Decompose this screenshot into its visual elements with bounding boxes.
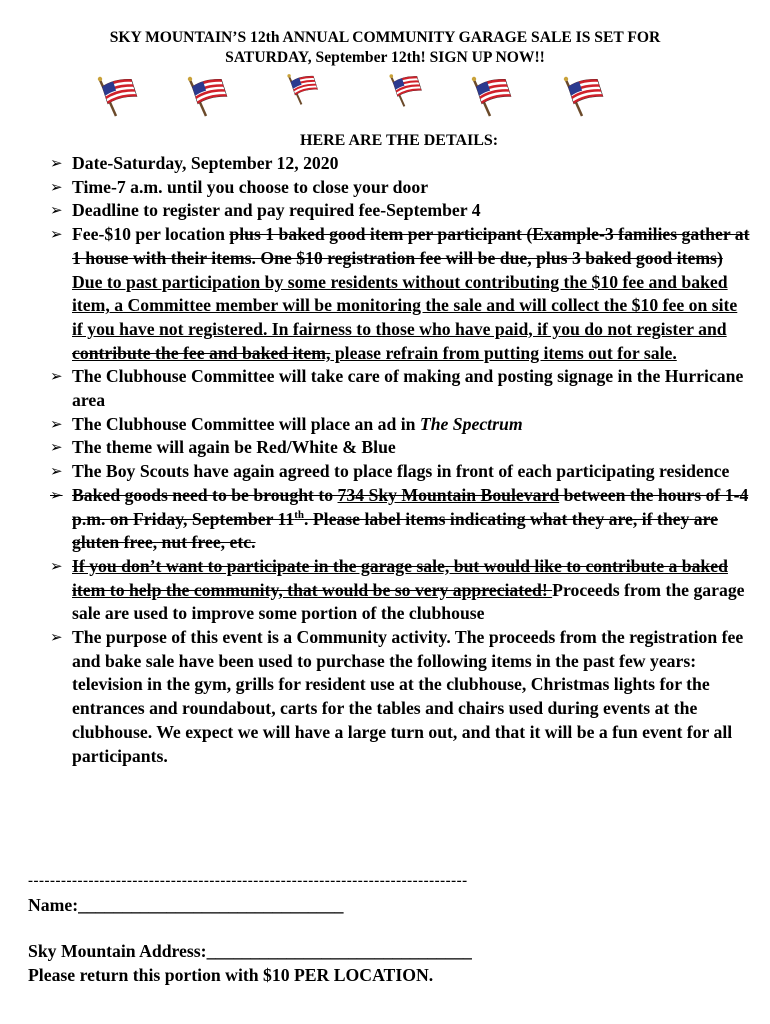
arrow-bullet-icon: ➢ [50,438,63,457]
contribute-struck-text: If you don’t want to participate in the garage sale, but would like to contribute a baked item to help the community, that would be so very appreciated! [72,555,728,600]
date-text: Date-Saturday, September 12, 2020 [72,153,339,173]
baked-sup: th [294,508,305,521]
arrow-bullet-icon: ➢ [50,201,63,220]
address-row [28,940,748,964]
fee-struck-text-1: plus 1 baked good item per participant (Example-3 families gather at 1 house with their items. One $10 registration fee will be due, plus 3 baked good items) [72,224,750,268]
address-label: Sky Mountain Address: [28,941,207,962]
baked-address: 734 Sky Mountain Boulevard [337,484,560,505]
name-row [28,894,748,918]
name-blank-line[interactable]: ______________________________ [78,894,344,915]
list-item-theme [50,436,750,460]
list-item-signage [50,365,750,412]
arrow-bullet-icon: ➢ [50,367,63,386]
flyer-header [40,28,730,68]
american-flag-icon [470,74,514,118]
arrow-bullet-icon: ➢ [50,556,63,575]
arrow-bullet-icon: ➢ [50,225,63,244]
arrow-bullet-icon: ➢ [50,462,63,481]
fee-underlined-text-2: please refrain from putting items out for sale. [330,342,677,363]
details-heading: HERE ARE THE DETAILS: [300,132,499,149]
list-item-purpose [50,626,750,768]
baked-text-1: Baked goods need to be brought to [72,484,338,505]
list-item-contribute [50,555,750,626]
fee-struck-text-2: contribute the fee and baked item, [72,342,331,363]
baked-text-3: . Please label items indicating what they are, if they are gluten free, nut free, etc. [72,508,718,553]
flag-row [0,72,770,120]
american-flag-icon [562,74,606,118]
registration-form [28,870,748,988]
cut-line-divider: -------------------------------------------------------------------------------- [28,873,468,889]
signage-text: The Clubhouse Committee will take care of making and posting signage in the Hurricane area [72,366,744,411]
american-flag-icon [96,74,140,118]
ad-publication: The Spectrum [419,413,523,434]
fee-intro: Fee-$10 per location [72,224,230,245]
time-text: Time-7 a.m. until you choose to close your door [72,176,429,197]
list-item-scouts [50,460,750,484]
name-label: Name: [28,894,79,915]
fee-underlined-text-1: Due to past participation by some residents without contributing the $10 fee and baked item, a Committee member will be monitoring the sale and will collect the $10 fee on site if you have not registered. In fairness to those who have paid, if you do not register and [72,271,738,339]
form-spacer [28,917,748,940]
arrow-bullet-icon: ➢ [50,628,63,647]
arrow-bullet-icon: ➢ [50,414,63,433]
scouts-text: The Boy Scouts have again agreed to place flags in front of each participating residence [72,461,730,482]
arrow-bullet-icon: ➢ [50,154,63,172]
baked-text-2: between the hours of 1-4 p.m. on Friday, September 11 [72,484,749,529]
ad-text: The Clubhouse Committee will place an ad in [72,413,420,434]
purpose-text: The purpose of this event is a Community activity. The proceeds from the registration fee and bake sale have been used to purchase the following items in the past few years: television in the gym, grills for resident use at the clubhouse, Christmas lights for the entrances and roundabout, carts for the tables and chairs used during events at the clubhouse. We expect we will have a large turn out, and that it will be a fun event for all participants. [72,627,744,766]
american-flag-icon [388,72,424,108]
theme-text: The theme will again be Red/White & Blue [72,437,396,458]
list-item-deadline [50,199,750,223]
arrow-bullet-icon: ➢ [50,177,63,196]
contribute-text: Proceeds from the garage sale are used to improve some portion of the clubhouse [72,579,745,624]
list-item-ad [50,413,750,437]
header-line-2: SATURDAY, September 12th! SIGN UP NOW!! [225,49,545,66]
arrow-bullet-icon: ➢ [50,485,63,504]
american-flag-icon [286,72,320,106]
header-line-1: SKY MOUNTAIN’S 12th ANNUAL COMMUNITY GARAGE SALE IS SET FOR [109,29,661,46]
details-list [50,152,750,768]
list-item-date [50,152,750,176]
return-note: Please return this portion with $10 PER LOCATION. [28,965,434,986]
american-flag-icon [186,74,230,118]
list-item-baked-goods [50,484,750,555]
list-item-time [50,176,750,200]
list-item-fee [50,223,750,365]
deadline-text: Deadline to register and pay required fee-September 4 [72,200,481,221]
address-blank-line[interactable]: ______________________________ [206,941,472,962]
